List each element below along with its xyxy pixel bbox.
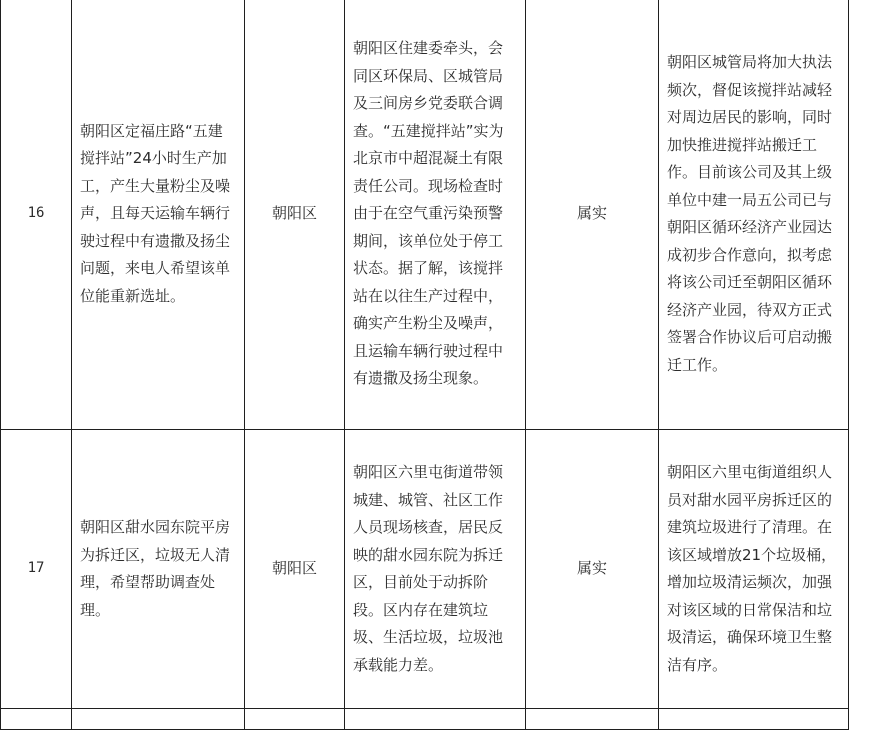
row-number: 16 [27,205,45,222]
verdict-text: 属实 [576,559,607,578]
row-number-cell [1,0,72,430]
empty-cell [245,709,345,730]
verdict-text: 属实 [576,204,607,223]
district-text: 朝阳区 [271,204,317,223]
verdict-cell [526,0,659,430]
empty-cell [659,709,849,730]
investigation-cell [345,430,526,709]
district-text: 朝阳区 [271,559,317,578]
issue-text: 朝阳区定福庄路“五建搅拌站”24小时生产加工，产生大量粉尘及噪声，且每天运输车辆行驶过程中有遗撒及扬尘问题，来电人希望该单位能重新选址。 [80,121,231,305]
issue-cell [72,0,245,430]
table-row [1,0,849,430]
action-cell [659,430,849,709]
row-number: 17 [27,560,45,577]
verdict-cell [526,430,659,709]
district-cell [245,0,345,430]
issue-cell [72,430,245,709]
table-row [1,430,849,709]
action-text: 朝阳区城管局将加大执法频次，督促该搅拌站减轻对周边居民的影响，同时加快推进搅拌站搬迁工作。目前该公司及其上级单位中建一局五公司已与朝阳区循环经济产业园达成初步合作意向，拟考虑将该公司迁至朝阳区循环经济产业园，待双方正式签署合作协议后可启动搬迁工作。 [667,53,833,374]
investigation-text: 朝阳区住建委牵头，会同区环保局、区城管局及三间房乡党委联合调查。“五建搅拌站”实为北京市中超混凝土有限责任公司。现场检查时由于在空气重污染预警期间，该单位处于停工状态。据了解，该搅拌站在以往生产过程中，确实产生粉尘及噪声，且运输车辆行驶过程中有遗撒及扬尘现象。 [353,39,504,388]
table-row-partial [1,709,849,730]
empty-cell [526,709,659,730]
investigation-text: 朝阳区六里屯街道带领城建、城管、社区工作人员现场核查，居民反映的甜水园东院为拆迁区，目前处于动拆阶段。区内存在建筑垃圾、生活垃圾，垃圾池承载能力差。 [353,463,504,674]
empty-cell [72,709,245,730]
empty-cell [345,709,526,730]
district-cell [245,430,345,709]
action-cell [659,0,849,430]
empty-cell [1,709,72,730]
action-text: 朝阳区六里屯街道组织人员对甜水园平房拆迁区的建筑垃圾进行了清理。在该区域增放21个垃圾桶，增加垃圾清运频次，加强对该区域的日常保洁和垃圾清运，确保环境卫生整洁有序。 [667,463,837,674]
investigation-cell [345,0,526,430]
issue-text: 朝阳区甜水园东院平房为拆迁区，垃圾无人清理，希望帮助调查处理。 [80,518,231,619]
row-number-cell [1,430,72,709]
